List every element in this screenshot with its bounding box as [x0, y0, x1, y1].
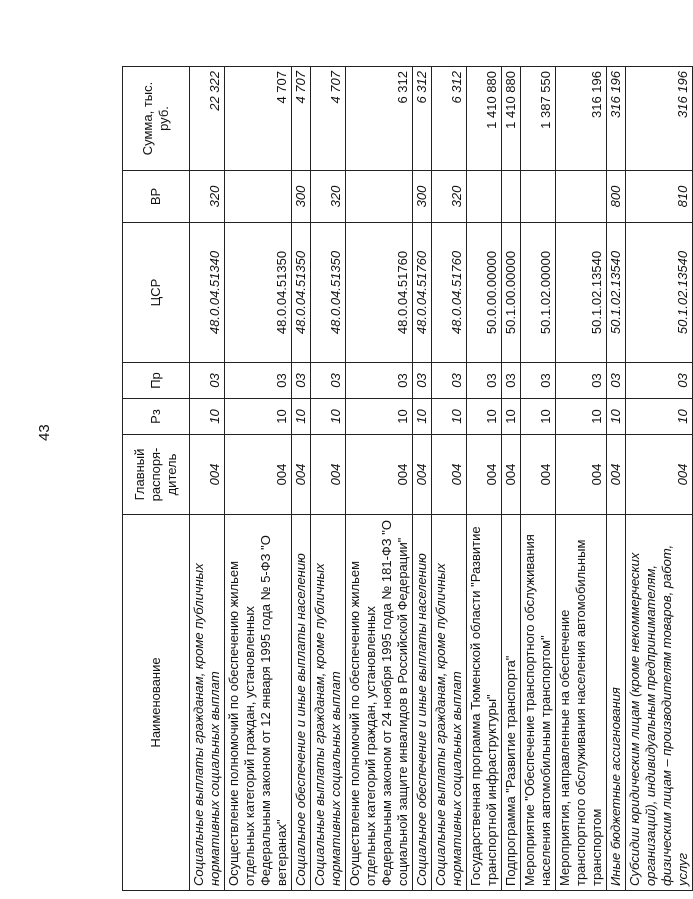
page-number: 43 [36, 424, 53, 441]
cell-pr: 03 [413, 363, 432, 399]
table-row [311, 67, 346, 891]
cell-csr: 48.0.04.51760 [413, 223, 432, 363]
cell-vr: 800 [607, 171, 626, 223]
cell-name: Социальные выплаты гражданам, кроме публичных нормативных социальных выплат [311, 515, 346, 891]
cell-sum: 6 312 [346, 67, 413, 171]
cell-pr: 03 [225, 363, 292, 399]
cell-csr: 48.0.04.51350 [311, 223, 346, 363]
cell-name: Осуществление полномочий по обеспечению жильем отдельных категорий граждан, установленных Федеральным законом от 24 ноября 1995 года № 181-ФЗ "О социальной защите инвалидов в Российской Федерации" [346, 515, 413, 891]
cell-sum: 1 410 880 [502, 67, 521, 171]
cell-name: Государственная программа Тюменской области "Развитие транспортной инфраструктуры" [467, 515, 502, 891]
cell-vr [502, 171, 521, 223]
header-name: Наименование [123, 515, 190, 891]
cell-vr [467, 171, 502, 223]
table-row [607, 67, 626, 891]
cell-pr: 03 [467, 363, 502, 399]
cell-rz: 10 [190, 399, 225, 435]
cell-sum: 4 707 [292, 67, 311, 171]
cell-main-manager: 004 [413, 435, 432, 515]
cell-rz: 10 [467, 399, 502, 435]
cell-csr: 50.1.02.13540 [626, 223, 693, 363]
cell-csr: 48.0.04.51760 [432, 223, 467, 363]
header-pr: Пр [123, 363, 190, 399]
cell-name: Мероприятие "Обеспечение транспортного обслуживания населения автомобильным транспортом" [521, 515, 556, 891]
cell-name: Мероприятия, направленные на обеспечение транспортного обслуживания населения автомобильным транспортом [556, 515, 607, 891]
cell-name: Социальные выплаты гражданам, кроме публичных нормативных социальных выплат [190, 515, 225, 891]
table-row [292, 67, 311, 891]
cell-rz: 10 [502, 399, 521, 435]
cell-pr: 03 [502, 363, 521, 399]
table-row [556, 67, 607, 891]
table-row [467, 67, 502, 891]
cell-main-manager: 004 [607, 435, 626, 515]
cell-sum: 22 322 [190, 67, 225, 171]
table-row [626, 67, 693, 891]
table-row [346, 67, 413, 891]
cell-rz: 10 [556, 399, 607, 435]
cell-name: Социальное обеспечение и иные выплаты населению [413, 515, 432, 891]
cell-csr: 48.0.04.51350 [225, 223, 292, 363]
cell-pr: 03 [432, 363, 467, 399]
cell-vr: 320 [432, 171, 467, 223]
cell-vr [225, 171, 292, 223]
cell-csr: 48.0.04.51760 [346, 223, 413, 363]
cell-pr: 03 [292, 363, 311, 399]
cell-rz: 10 [311, 399, 346, 435]
header-sum: Сумма, тыс. руб. [123, 67, 190, 171]
budget-table [122, 66, 693, 891]
cell-csr: 48.0.04.51350 [292, 223, 311, 363]
cell-sum: 4 707 [311, 67, 346, 171]
cell-main-manager: 004 [346, 435, 413, 515]
cell-vr [346, 171, 413, 223]
cell-pr: 03 [521, 363, 556, 399]
cell-rz: 10 [626, 399, 693, 435]
cell-csr: 50.1.02.00000 [521, 223, 556, 363]
cell-main-manager: 004 [626, 435, 693, 515]
cell-vr [556, 171, 607, 223]
table-row [502, 67, 521, 891]
cell-vr: 320 [190, 171, 225, 223]
header-csr: ЦСР [123, 223, 190, 363]
cell-rz: 10 [432, 399, 467, 435]
cell-main-manager: 004 [225, 435, 292, 515]
cell-rz: 10 [413, 399, 432, 435]
cell-pr: 03 [346, 363, 413, 399]
cell-pr: 03 [190, 363, 225, 399]
cell-sum: 316 196 [556, 67, 607, 171]
cell-rz: 10 [346, 399, 413, 435]
cell-main-manager: 004 [502, 435, 521, 515]
cell-name: Иные бюджетные ассигнования [607, 515, 626, 891]
cell-main-manager: 004 [292, 435, 311, 515]
cell-sum: 6 312 [413, 67, 432, 171]
cell-sum: 316 196 [607, 67, 626, 171]
cell-pr: 03 [556, 363, 607, 399]
header-rz: Рз [123, 399, 190, 435]
cell-main-manager: 004 [556, 435, 607, 515]
cell-main-manager: 004 [432, 435, 467, 515]
cell-name: Социальные выплаты гражданам, кроме публичных нормативных социальных выплат [432, 515, 467, 891]
cell-csr: 50.1.02.13540 [607, 223, 626, 363]
cell-csr: 50.1.02.13540 [556, 223, 607, 363]
cell-main-manager: 004 [521, 435, 556, 515]
cell-vr: 320 [311, 171, 346, 223]
header-main-manager: Главный распоря-дитель [123, 435, 190, 515]
cell-sum: 1 387 550 [521, 67, 556, 171]
cell-rz: 10 [292, 399, 311, 435]
cell-csr: 48.0.04.51340 [190, 223, 225, 363]
table-body [190, 67, 693, 891]
table-row [521, 67, 556, 891]
cell-rz: 10 [521, 399, 556, 435]
cell-pr: 03 [311, 363, 346, 399]
cell-pr: 03 [607, 363, 626, 399]
cell-main-manager: 004 [190, 435, 225, 515]
cell-name: Подпрограмма "Развитие транспорта" [502, 515, 521, 891]
header-row [123, 67, 190, 891]
cell-rz: 10 [607, 399, 626, 435]
cell-sum: 6 312 [432, 67, 467, 171]
cell-sum: 1 410 880 [467, 67, 502, 171]
cell-main-manager: 004 [467, 435, 502, 515]
cell-sum: 4 707 [225, 67, 292, 171]
cell-name: Социальное обеспечение и иные выплаты населению [292, 515, 311, 891]
table-row [432, 67, 467, 891]
cell-csr: 50.1.00.00000 [502, 223, 521, 363]
header-vr: ВР [123, 171, 190, 223]
cell-rz: 10 [225, 399, 292, 435]
cell-vr: 810 [626, 171, 693, 223]
cell-pr: 03 [626, 363, 693, 399]
cell-sum: 316 196 [626, 67, 693, 171]
table-row [225, 67, 292, 891]
cell-name: Осуществление полномочий по обеспечению жильем отдельных категорий граждан, установленных Федеральным законом от 12 января 1995 года № 5-ФЗ "О ветеранах" [225, 515, 292, 891]
table-row [413, 67, 432, 891]
cell-csr: 50.0.00.00000 [467, 223, 502, 363]
cell-name: Субсидии юридическим лицам (кроме некоммерческих организаций), индивидуальным предпринимателям, физическим лицам – производителям товаров, работ, услуг [626, 515, 693, 891]
cell-vr: 300 [292, 171, 311, 223]
cell-vr [521, 171, 556, 223]
cell-vr: 300 [413, 171, 432, 223]
table-row [190, 67, 225, 891]
cell-main-manager: 004 [311, 435, 346, 515]
